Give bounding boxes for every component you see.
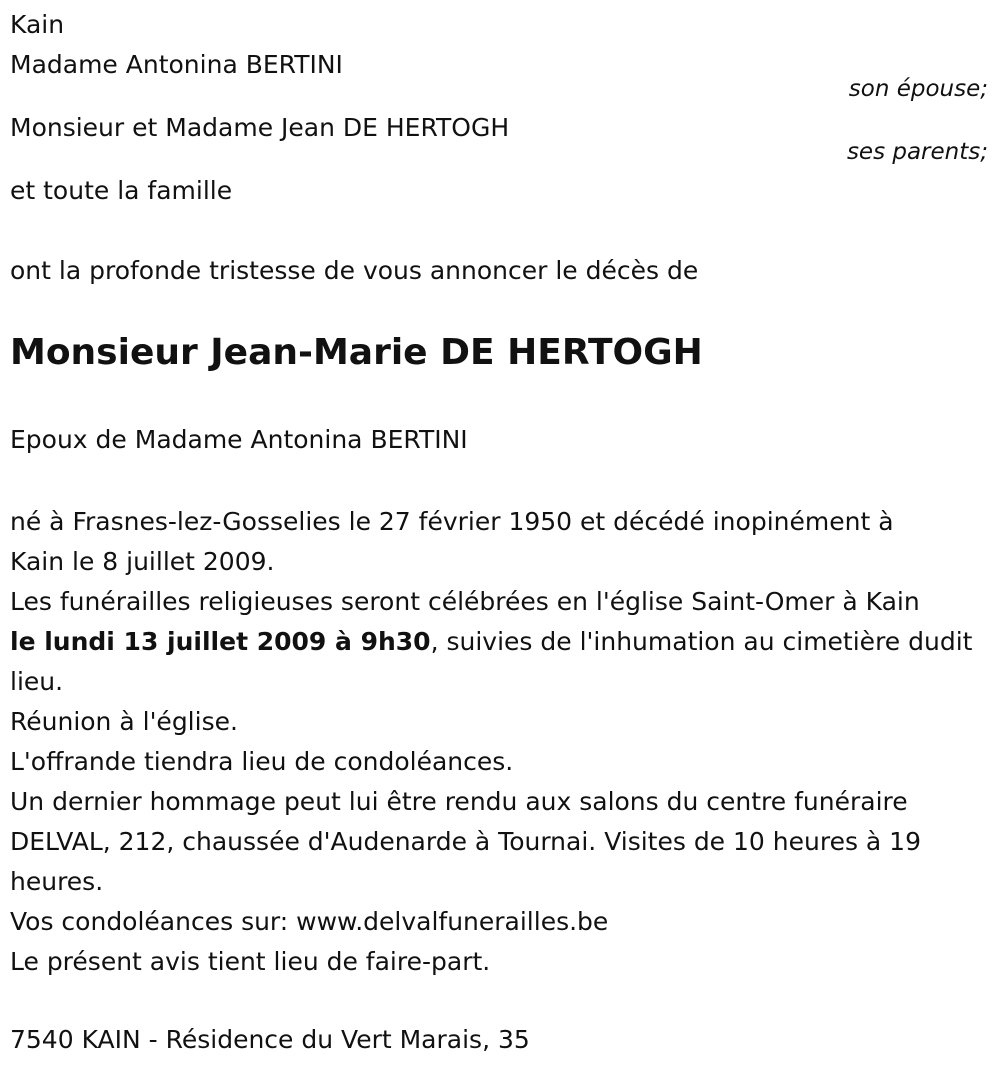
tribute-line-3: heures.	[10, 867, 104, 896]
birth-line-2: Kain le 8 juillet 2009.	[10, 547, 275, 576]
address-line: 7540 KAIN - Résidence du Vert Marais, 35	[10, 1025, 530, 1054]
funeral-line-3: lieu.	[10, 667, 64, 696]
condolences-line: Vos condoléances sur: www.delvalfunerailles.be	[10, 907, 609, 936]
family-line: et toute la famille	[10, 176, 233, 205]
announcement-text: ont la profonde tristesse de vous annoncer le décès de	[10, 256, 699, 285]
birth-line-1: né à Frasnes-lez-Gosselies le 27 février 1950 et décédé inopinément à	[10, 507, 894, 536]
tribute-line-1: Un dernier hommage peut lui être rendu aux salons du centre funéraire	[10, 787, 908, 816]
funeral-line-1: Les funérailles religieuses seront célébrées en l'église Saint-Omer à Kain	[10, 587, 920, 616]
town-label: Kain	[10, 10, 65, 39]
tribute-line-2: DELVAL, 212, chaussée d'Audenarde à Tournai. Visites de 10 heures à 19	[10, 827, 921, 856]
parents-name: Monsieur et Madame Jean DE HERTOGH	[10, 113, 510, 142]
deceased-name: Monsieur Jean-Marie DE HERTOGH	[10, 332, 703, 373]
notice-body	[10, 502, 995, 982]
spouse-name: Madame Antonina BERTINI	[10, 50, 343, 79]
spouse-role: son épouse;	[848, 76, 988, 102]
parents-role: ses parents;	[846, 139, 988, 165]
funeral-line-2	[10, 622, 995, 662]
meeting-line: Réunion à l'église.	[10, 707, 238, 736]
spouse-line: Epoux de Madame Antonina BERTINI	[10, 425, 468, 454]
notice-line: Le présent avis tient lieu de faire-part.	[10, 947, 491, 976]
funeral-line-2-rest: , suivies de l'inhumation au cimetière dudit	[430, 627, 973, 656]
funeral-date: le lundi 13 juillet 2009 à 9h30	[10, 627, 431, 656]
offering-line: L'offrande tiendra lieu de condoléances.	[10, 747, 514, 776]
